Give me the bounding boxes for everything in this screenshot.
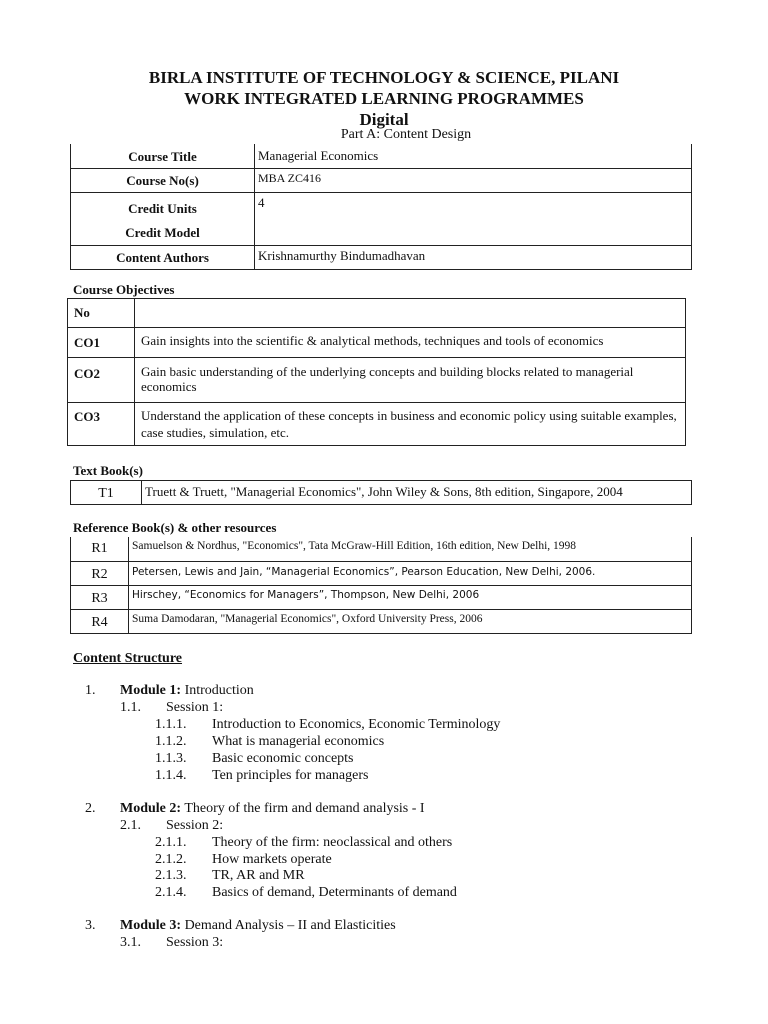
objective-id: CO3 xyxy=(68,403,135,446)
course-row xyxy=(71,168,692,192)
content-structure-title: Content Structure xyxy=(73,651,183,666)
reference-text: Petersen, Lewis and Jain, “Managerial Economics”, Pearson Education, New Delhi, 2006. xyxy=(129,561,692,585)
session-number: 3.1. xyxy=(120,935,141,950)
digital-label: Digital xyxy=(359,110,409,129)
text-book-id: T1 xyxy=(71,481,142,505)
module-label: Module 1: xyxy=(120,683,182,698)
table-row xyxy=(68,328,686,358)
course-no-label: Course No(s) xyxy=(71,168,255,192)
text-book-text: Truett & Truett, "Managerial Economics", John Wiley & Sons, 8th edition, Singapore, 2004 xyxy=(142,481,692,505)
table-row xyxy=(71,609,692,633)
programme-title: WORK INTEGRATED LEARNING PROGRAMMES xyxy=(184,89,584,108)
table-row xyxy=(68,403,686,446)
course-row xyxy=(71,144,692,168)
table-row xyxy=(71,585,692,609)
module-name: Theory of the firm and demand analysis - I xyxy=(184,801,425,816)
topic-text: What is managerial economics xyxy=(212,734,385,749)
table-row xyxy=(71,561,692,585)
objectives-no-header: No xyxy=(68,299,135,328)
objectives-table xyxy=(67,298,686,446)
reference-id: R3 xyxy=(71,585,129,609)
module-name: Introduction xyxy=(184,683,254,698)
module-heading xyxy=(120,917,396,934)
module-number: 1. xyxy=(85,683,96,698)
topic-number: 2.1.4. xyxy=(155,885,187,900)
topic-number: 2.1.3. xyxy=(155,868,187,883)
objective-id: CO2 xyxy=(68,358,135,403)
session-label: Session 1: xyxy=(166,700,224,715)
session-label: Session 3: xyxy=(166,935,224,950)
topic-text: How markets operate xyxy=(212,852,332,867)
topic-number: 2.1.2. xyxy=(155,852,187,867)
credit-model-label: Credit Model xyxy=(125,224,200,240)
table-row xyxy=(71,481,692,505)
objectives-header-row xyxy=(68,299,686,328)
objectives-empty-header xyxy=(135,299,686,328)
module-heading xyxy=(120,682,254,699)
topic-number: 1.1.4. xyxy=(155,768,187,783)
content-authors-label: Content Authors xyxy=(71,245,255,269)
course-no-value: MBA ZC416 xyxy=(255,168,692,192)
credit-units-value: 4 xyxy=(255,192,692,245)
topic-text: Basics of demand, Determinants of demand xyxy=(212,885,457,900)
course-title-label: Course Title xyxy=(71,144,255,168)
module-label: Module 3: xyxy=(120,918,182,933)
table-row xyxy=(71,537,692,561)
topic-number: 1.1.2. xyxy=(155,734,187,749)
session-number: 1.1. xyxy=(120,700,141,715)
course-info-table xyxy=(70,144,692,270)
module-label: Module 2: xyxy=(120,801,182,816)
objective-text: Understand the application of these concepts in business and economic policy using suitable examples, case studies, simulation, etc. xyxy=(135,403,686,446)
credit-units-label: Credit Units xyxy=(128,200,197,216)
topic-text: TR, AR and MR xyxy=(212,868,305,883)
part-a-label: Part A: Content Design xyxy=(340,127,472,142)
topic-text: Ten principles for managers xyxy=(212,768,369,783)
session-label: Session 2: xyxy=(166,818,224,833)
table-row xyxy=(68,358,686,403)
reference-id: R2 xyxy=(71,561,129,585)
reference-books-table xyxy=(70,537,692,634)
topic-text: Theory of the firm: neoclassical and others xyxy=(212,835,453,850)
module-name: Demand Analysis – II and Elasticities xyxy=(184,918,396,933)
objective-text: Gain basic understanding of the underlying concepts and building blocks related to managerial economics xyxy=(135,358,686,403)
content-authors-value: Krishnamurthy Bindumadhavan xyxy=(255,245,692,269)
objective-id: CO1 xyxy=(68,328,135,358)
reference-text: Samuelson & Nordhus, "Economics", Tata McGraw-Hill Edition, 16th edition, New Delhi, 1998 xyxy=(129,537,692,561)
course-row xyxy=(71,245,692,269)
topic-number: 1.1.3. xyxy=(155,751,187,766)
reference-books-title: Reference Book(s) & other resources xyxy=(73,520,277,535)
course-title-value: Managerial Economics xyxy=(255,144,692,168)
objective-text: Gain insights into the scientific & analytical methods, techniques and tools of economics xyxy=(135,328,686,358)
text-books-table xyxy=(70,480,692,505)
module-number: 2. xyxy=(85,801,96,816)
reference-id: R4 xyxy=(71,609,129,633)
credit-label-cell xyxy=(71,192,255,245)
session-number: 2.1. xyxy=(120,818,141,833)
reference-text: Suma Damodaran, "Managerial Economics", Oxford University Press, 2006 xyxy=(129,609,692,633)
topic-number: 1.1.1. xyxy=(155,717,187,732)
topic-number: 2.1.1. xyxy=(155,835,187,850)
institute-title: BIRLA INSTITUTE OF TECHNOLOGY & SCIENCE, PILANI xyxy=(148,68,620,87)
text-books-title: Text Book(s) xyxy=(73,463,143,478)
course-objectives-title: Course Objectives xyxy=(73,282,175,297)
module-heading xyxy=(120,800,425,817)
reference-id: R1 xyxy=(71,537,129,561)
module-number: 3. xyxy=(85,918,96,933)
course-row xyxy=(71,192,692,245)
reference-text: Hirschey, “Economics for Managers”, Thompson, New Delhi, 2006 xyxy=(129,585,692,609)
topic-text: Introduction to Economics, Economic Terminology xyxy=(212,717,501,732)
topic-text: Basic economic concepts xyxy=(212,751,354,766)
